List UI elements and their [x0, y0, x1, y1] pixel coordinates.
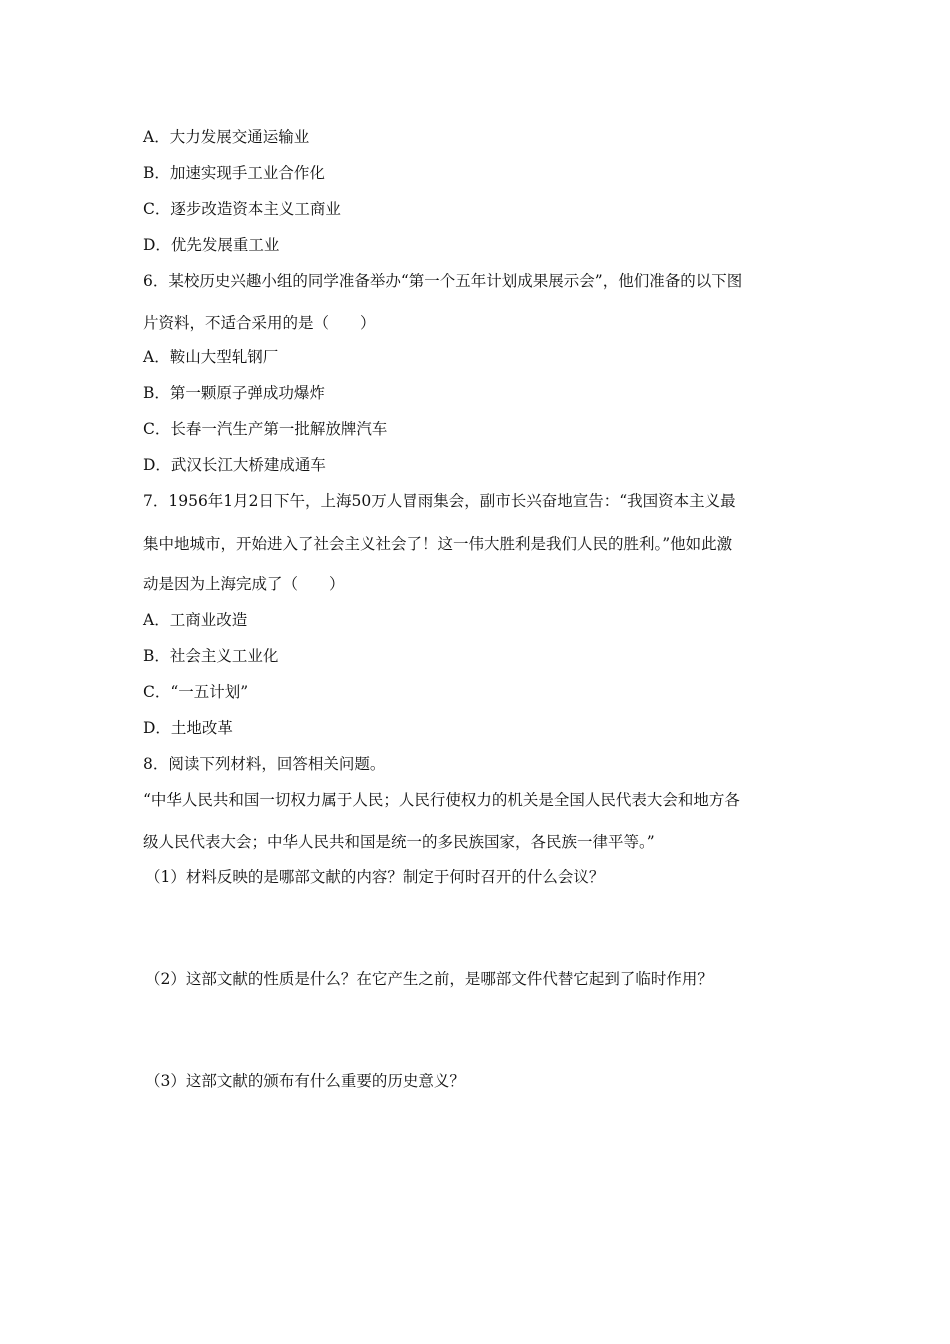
q7-stem-line3: 动是因为上海完成了（ ）: [143, 575, 345, 593]
q7-stem-line1: 7．1956年1月2日下午，上海50万人冒雨集会，副市长兴奋地宣告：“我国资本主义最: [143, 492, 736, 510]
q5-option-c: C．逐步改造资本主义工商业: [143, 200, 341, 218]
q5-option-b: B．加速实现手工业合作化: [143, 164, 325, 182]
q8-material-line1: “中华人民共和国一切权力属于人民；人民行使权力的机关是全国人民代表大会和地方各: [143, 791, 740, 809]
q6-option-d: D．武汉长江大桥建成通车: [143, 456, 326, 474]
q5-option-a: A．大力发展交通运输业: [143, 128, 310, 146]
q5-option-d: D．优先发展重工业: [143, 236, 280, 254]
q8-sub-question-1: （1）材料反映的是哪部文献的内容？制定于何时召开的什么会议？: [145, 868, 605, 886]
q8-stem: 8．阅读下列材料，回答相关问题。: [143, 755, 386, 773]
q8-sub-question-3: （3）这部文献的颁布有什么重要的历史意义？: [145, 1072, 465, 1090]
q6-option-a: A．鞍山大型轧钢厂: [143, 348, 279, 366]
q6-option-c: C．长春一汽生产第一批解放牌汽车: [143, 420, 388, 438]
q7-option-b: B．社会主义工业化: [143, 647, 279, 665]
q7-option-c: C．“一五计划”: [143, 683, 249, 701]
q8-material-line2: 级人民代表大会；中华人民共和国是统一的多民族国家，各民族一律平等。”: [143, 833, 655, 851]
q6-stem-line2: 片资料，不适合采用的是（ ）: [143, 314, 376, 332]
q6-option-b: B．第一颗原子弹成功爆炸: [143, 384, 325, 402]
q7-stem-line2: 集中地城市，开始进入了社会主义社会了！这一伟大胜利是我们人民的胜利。”他如此激: [143, 535, 733, 553]
q7-option-a: A．工商业改造: [143, 611, 248, 629]
q7-option-d: D．土地改革: [143, 719, 233, 737]
q8-sub-question-2: （2）这部文献的性质是什么？在它产生之前，是哪部文件代替它起到了临时作用？: [145, 970, 713, 988]
q6-stem-line1: 6．某校历史兴趣小组的同学准备举办“第一个五年计划成果展示会”，他们准备的以下图: [143, 272, 743, 290]
